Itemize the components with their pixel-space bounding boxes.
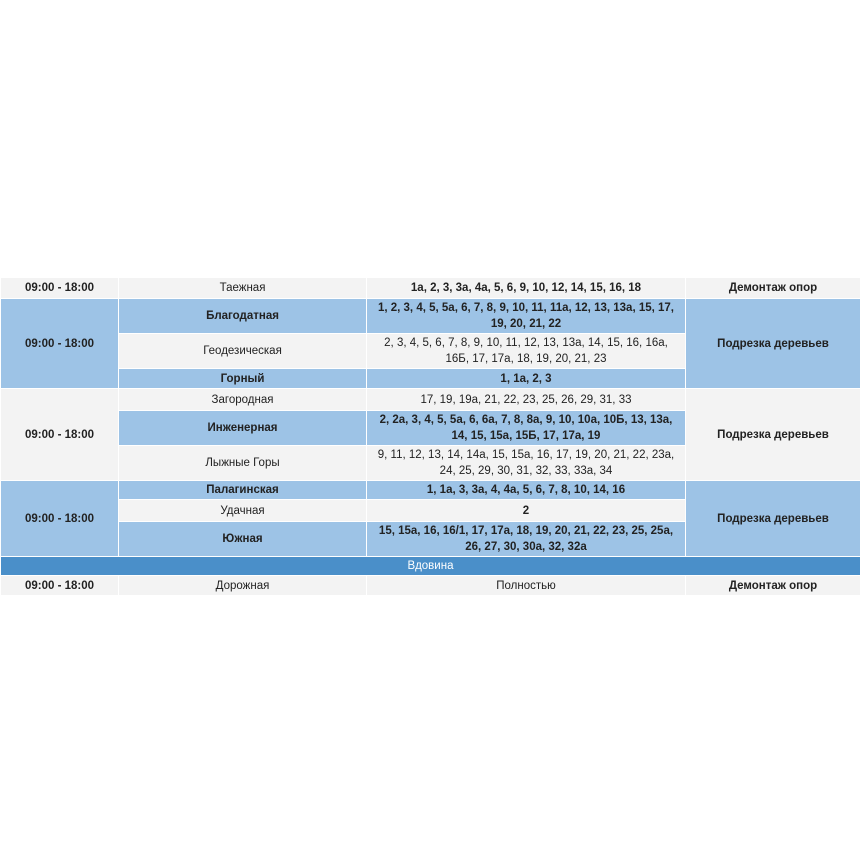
houses-cell: 1а, 2, 3, 3а, 4а, 5, 6, 9, 10, 12, 14, 15, 16, 18	[367, 278, 686, 299]
houses-cell: 9, 11, 12, 13, 14, 14а, 15, 15а, 16, 17, 19, 20, 21, 22, 23а, 24, 25, 29, 30, 31, 32, 33, 33а, 34	[367, 446, 686, 481]
work-cell: Подрезка деревьев	[686, 299, 860, 389]
table-row	[1, 576, 860, 596]
houses-cell: 1, 2, 3, 4, 5, 5а, 6, 7, 8, 9, 10, 11, 11а, 12, 13, 13а, 15, 17, 19, 20, 21, 22	[367, 299, 686, 334]
street-cell: Южная	[119, 522, 367, 557]
table-row	[1, 481, 860, 500]
work-cell: Подрезка деревьев	[686, 389, 860, 481]
street-cell: Таежная	[119, 278, 367, 299]
street-cell: Палагинская	[119, 481, 367, 500]
houses-cell: 2, 3, 4, 5, 6, 7, 8, 9, 10, 11, 12, 13, 13а, 14, 15, 16, 16а, 16Б, 17, 17а, 18, 19, 20, 21, 23	[367, 334, 686, 369]
district-title: Вдовина	[1, 557, 860, 576]
street-cell: Инженерная	[119, 411, 367, 446]
street-cell: Лыжные Горы	[119, 446, 367, 481]
houses-cell: 17, 19, 19а, 21, 22, 23, 25, 26, 29, 31, 33	[367, 389, 686, 411]
houses-cell: 2	[367, 500, 686, 522]
street-cell: Благодатная	[119, 299, 367, 334]
time-cell: 09:00 - 18:00	[1, 576, 119, 596]
houses-cell: Полностью	[367, 576, 686, 596]
time-cell: 09:00 - 18:00	[1, 481, 119, 557]
time-cell: 09:00 - 18:00	[1, 278, 119, 299]
table-row	[1, 299, 860, 334]
district-header-row	[1, 557, 860, 576]
street-cell: Геодезическая	[119, 334, 367, 369]
houses-cell: 2, 2а, 3, 4, 5, 5а, 6, 6а, 7, 8, 8а, 9, 10, 10а, 10Б, 13, 13а, 14, 15, 15а, 15Б, 17, 17а, 19	[367, 411, 686, 446]
houses-cell: 15, 15а, 16, 16/1, 17, 17а, 18, 19, 20, 21, 22, 23, 25, 25а, 26, 27, 30, 30а, 32, 32а	[367, 522, 686, 557]
houses-cell: 1, 1а, 2, 3	[367, 369, 686, 389]
street-cell: Дорожная	[119, 576, 367, 596]
schedule-table	[0, 277, 860, 596]
street-cell: Загородная	[119, 389, 367, 411]
table-row	[1, 278, 860, 299]
work-cell: Демонтаж опор	[686, 278, 860, 299]
time-cell: 09:00 - 18:00	[1, 299, 119, 389]
street-cell: Удачная	[119, 500, 367, 522]
table-row	[1, 389, 860, 411]
houses-cell: 1, 1а, 3, 3а, 4, 4а, 5, 6, 7, 8, 10, 14, 16	[367, 481, 686, 500]
street-cell: Горный	[119, 369, 367, 389]
work-cell: Подрезка деревьев	[686, 481, 860, 557]
work-cell: Демонтаж опор	[686, 576, 860, 596]
time-cell: 09:00 - 18:00	[1, 389, 119, 481]
